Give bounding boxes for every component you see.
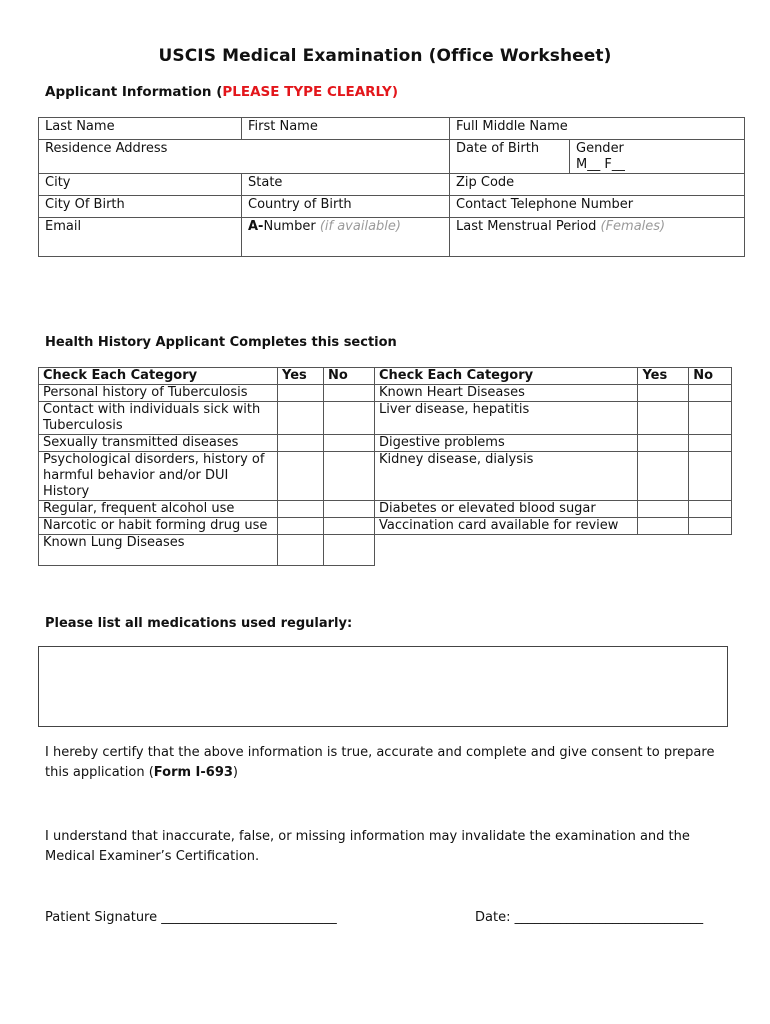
patient-signature-field[interactable]: Patient Signature ___________________________: [45, 910, 337, 925]
yes-checkbox-cell[interactable]: [638, 501, 689, 518]
yes-checkbox-cell[interactable]: [278, 518, 324, 535]
table-row: [39, 385, 375, 402]
table-row: [375, 435, 732, 452]
medications-heading: Please list all medications used regularly:: [45, 616, 353, 631]
history-item: Kidney disease, dialysis: [375, 452, 638, 501]
gender-field[interactable]: [570, 140, 745, 174]
no-checkbox-cell[interactable]: [324, 402, 375, 435]
last-name-field[interactable]: [39, 118, 242, 140]
history-item: Digestive problems: [375, 435, 638, 452]
yes-checkbox-cell[interactable]: [638, 402, 689, 435]
yes-checkbox-cell[interactable]: [638, 452, 689, 501]
first-name-field[interactable]: [242, 118, 450, 140]
certify-close: ): [232, 765, 238, 780]
table-row: [39, 518, 375, 535]
no-checkbox-cell[interactable]: [324, 501, 375, 518]
right-no-header: No: [689, 368, 732, 385]
no-checkbox-cell[interactable]: [689, 385, 732, 402]
history-item: Contact with individuals sick with Tuberculosis: [39, 402, 278, 435]
no-checkbox-cell[interactable]: [324, 435, 375, 452]
no-checkbox-cell[interactable]: [689, 435, 732, 452]
city-birth-label: City Of Birth: [45, 197, 125, 212]
type-clearly-note: PLEASE TYPE CLEARLY): [222, 84, 398, 100]
right-yes-header: Yes: [638, 368, 689, 385]
dob-label: Date of Birth: [456, 141, 540, 156]
state-label: State: [248, 175, 283, 190]
table-row: [375, 501, 732, 518]
yes-checkbox-cell[interactable]: [278, 402, 324, 435]
country-birth-field[interactable]: [242, 196, 450, 218]
form-name: Form I-693: [153, 765, 233, 780]
email-label: Email: [45, 219, 82, 234]
a-number-field[interactable]: [242, 218, 450, 257]
certify-text: I hereby certify that the above information is true, accurate and complete and give consent to prepare this application (: [45, 745, 715, 780]
left-category-header: Check Each Category: [39, 368, 278, 385]
city-field[interactable]: [39, 174, 242, 196]
phone-label: Contact Telephone Number: [456, 197, 634, 212]
a-number-note: (if available): [319, 219, 401, 234]
history-item: Personal history of Tuberculosis: [39, 385, 278, 402]
no-checkbox-cell[interactable]: [324, 535, 375, 566]
lmp-label: Last Menstrual Period: [456, 219, 601, 234]
history-item: Diabetes or elevated blood sugar: [375, 501, 638, 518]
history-item: Known Heart Diseases: [375, 385, 638, 402]
yes-checkbox-cell[interactable]: [278, 501, 324, 518]
applicant-table: [38, 117, 745, 257]
residence-label: Residence Address: [45, 141, 168, 156]
table-row: [39, 501, 375, 518]
country-birth-label: Country of Birth: [248, 197, 352, 212]
yes-checkbox-cell[interactable]: [638, 518, 689, 535]
history-item: Narcotic or habit forming drug use: [39, 518, 278, 535]
no-checkbox-cell[interactable]: [324, 385, 375, 402]
left-no-header: No: [324, 368, 375, 385]
no-checkbox-cell[interactable]: [689, 518, 732, 535]
history-item: Sexually transmitted diseases: [39, 435, 278, 452]
no-checkbox-cell[interactable]: [324, 452, 375, 501]
certify-paragraph: [45, 743, 735, 783]
table-row: [375, 452, 732, 501]
yes-checkbox-cell[interactable]: [278, 535, 324, 566]
right-category-header: Check Each Category: [375, 368, 638, 385]
gender-options: M__ F__: [576, 157, 625, 172]
city-birth-field[interactable]: [39, 196, 242, 218]
a-number-prefix: A-: [248, 219, 264, 234]
yes-checkbox-cell[interactable]: [638, 435, 689, 452]
history-item: Psychological disorders, history of harmful behavior and/or DUI History: [39, 452, 278, 501]
no-checkbox-cell[interactable]: [689, 452, 732, 501]
table-row: [39, 452, 375, 501]
no-checkbox-cell[interactable]: [689, 501, 732, 518]
table-row: [375, 518, 732, 535]
no-checkbox-cell[interactable]: [689, 402, 732, 435]
applicant-heading: [45, 84, 398, 100]
history-table-right: [374, 367, 732, 535]
applicant-heading-text: Applicant Information (: [45, 84, 223, 100]
zip-label: Zip Code: [456, 175, 515, 190]
left-yes-header: Yes: [278, 368, 324, 385]
understand-paragraph: I understand that inaccurate, false, or missing information may invalidate the examination and the Medical Examiner’s Certification.: [45, 829, 690, 864]
date-field[interactable]: Date: _____________________________: [475, 910, 704, 925]
city-label: City: [45, 175, 71, 190]
history-item: Regular, frequent alcohol use: [39, 501, 278, 518]
medications-input[interactable]: [38, 646, 728, 727]
history-item: Known Lung Diseases: [39, 535, 278, 566]
table-row: [375, 402, 732, 435]
gender-label: Gender: [576, 141, 624, 156]
table-row: [39, 535, 375, 566]
yes-checkbox-cell[interactable]: [278, 435, 324, 452]
yes-checkbox-cell[interactable]: [638, 385, 689, 402]
lmp-field[interactable]: [450, 218, 745, 257]
yes-checkbox-cell[interactable]: [278, 452, 324, 501]
yes-checkbox-cell[interactable]: [278, 385, 324, 402]
email-field[interactable]: [39, 218, 242, 257]
page-title: USCIS Medical Examination (Office Worksheet): [158, 46, 612, 66]
table-row: [375, 385, 732, 402]
a-number-label: Number: [263, 219, 320, 234]
history-table-left: [38, 367, 375, 566]
history-item: Vaccination card available for review: [375, 518, 638, 535]
state-field[interactable]: [242, 174, 450, 196]
table-row: [39, 402, 375, 435]
middle-name-field[interactable]: [450, 118, 745, 140]
residence-field[interactable]: [39, 140, 450, 174]
dob-field[interactable]: [450, 140, 570, 174]
last-name-label: Last Name: [45, 119, 115, 134]
middle-name-label: Full Middle Name: [456, 119, 568, 134]
table-row: [39, 435, 375, 452]
history-item: Liver disease, hepatitis: [375, 402, 638, 435]
lmp-note: (Females): [600, 219, 666, 234]
no-checkbox-cell[interactable]: [324, 518, 375, 535]
zip-field[interactable]: [450, 174, 745, 196]
history-heading: Health History Applicant Completes this section: [45, 335, 397, 350]
first-name-label: First Name: [248, 119, 318, 134]
phone-field[interactable]: [450, 196, 745, 218]
